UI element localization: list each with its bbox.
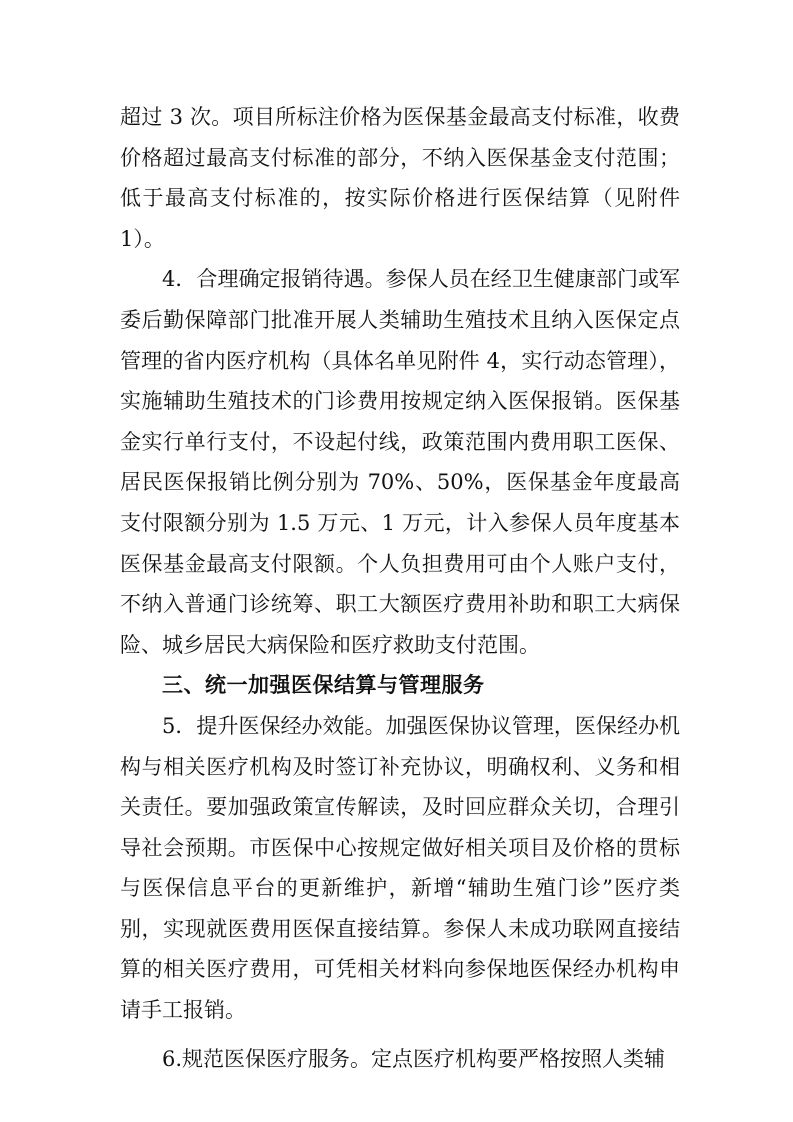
paragraph-5-efficiency: 5．提升医保经办效能。加强医保协议管理，医保经办机构与相关医疗机构及时签订补充协议，明确权利、义务和相关责任。要加强政策宣传解读，及时回应群众关切，合理引导社会预期。市医保中心按规定做好相关项目及价格的贯标与医保信息平台的更新维护，新增“辅助生殖门诊”医疗类别，实现就医费用医保直接结算。参保人未成功联网直接结算的相关医疗费用，可凭相关材料向参保地医保经办机构申请手工报销。	[120, 713, 680, 1023]
document-body	[120, 97, 680, 1079]
paragraph-4-reimbursement: 4．合理确定报销待遇。参保人员在经卫生健康部门或军委后勤保障部门批准开展人类辅助生殖技术且纳入医保定点管理的省内医疗机构（具体名单见附件 4，实行动态管理），实施辅助生殖技术的门诊费用按规定纳入医保报销。医保基金实行单行支付，不设起付线，政策范围内费用职工医保、居民医保报销比例分别为 70%、50%，医保基金年度最高支付限额分别为 1.5 万元、1 万元，计入参保人员年度基本医保基金最高支付限额。个人负担费用可由个人账户支付，不纳入普通门诊统筹、职工大额医疗费用补助和职工大病保险、城乡居民大病保险和医疗救助支付范围。	[120, 267, 680, 657]
section-heading-3: 三、统一加强医保结算与管理服务	[162, 673, 485, 698]
continuation-paragraph: 超过 3 次。项目所标注价格为医保基金最高支付标准，收费价格超过最高支付标准的部分，不纳入医保基金支付范围；低于最高支付标准的，按实际价格进行医保结算（见附件 1）。	[120, 105, 680, 251]
paragraph-6-service: 6.规范医保医疗服务。定点医疗机构要严格按照人类辅	[162, 1046, 666, 1071]
